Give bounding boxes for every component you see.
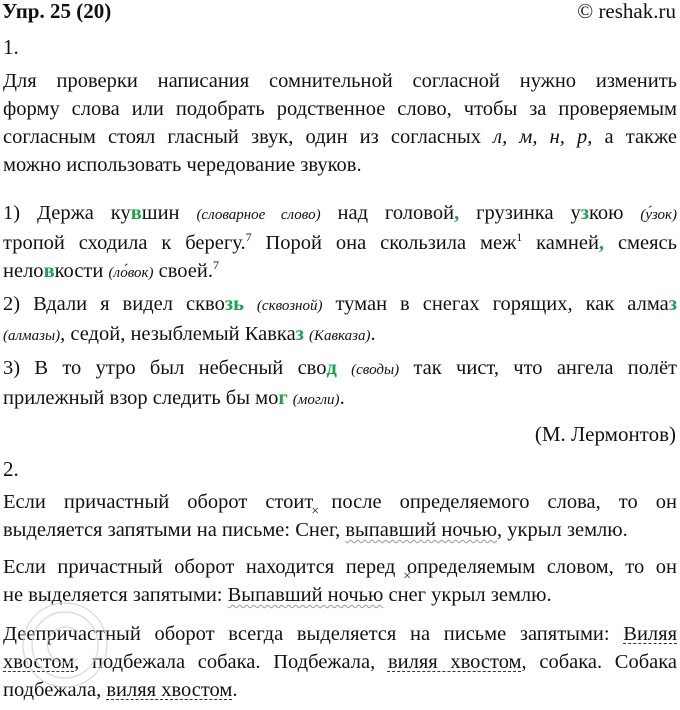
adverbial-phrase: виляя хвостом	[387, 651, 522, 673]
note: (словарное слово)	[196, 207, 321, 223]
intro-line-1: Для проверки написания сомнительной согласной нужно изменить	[3, 70, 677, 92]
section-2-number: 2.	[3, 457, 19, 481]
defined-word: × снег	[388, 584, 426, 606]
defined-word: × Снег	[295, 519, 335, 541]
item-2-line-2: (алмазы), седой, незыблемый Кавказ (Кавказа).	[3, 323, 376, 345]
quote-author: (М. Лермонтов)	[534, 422, 676, 446]
rule-paragraph-2	[3, 553, 677, 609]
rule-1-line-2: выделяется запятыми на письме: × Снег, выпавший ночью, укрыл землю.	[3, 516, 677, 544]
highlight-letter: в	[130, 202, 142, 224]
item-1-line-1: 1) Держа кувшин (словарное слово) над головой, грузинка узкою (у́зок)	[3, 202, 678, 224]
section-1-intro	[3, 67, 677, 179]
copyright-label: © reshak.ru	[577, 0, 676, 23]
rule-3-line-2: хвостом, подбежала собака. Подбежала, виляя хвостом, собака. Собака	[3, 651, 677, 673]
exercise-title: Упр. 25 (20)	[2, 0, 112, 23]
highlight-comma: ,	[454, 202, 460, 224]
rule-paragraph-1	[3, 488, 677, 544]
item-1-line-2: тропой сходила к берегу.$^7$ Порой она скользила меж$^1$ камней, смеясь	[3, 230, 677, 254]
item-2-line-1: 2) Вдали я видел сквозь (сквозной) туман в снегах горящих, как алмаз	[3, 293, 677, 315]
footnote-ref: 7	[213, 258, 219, 273]
highlight-letter: з	[580, 202, 589, 224]
intro-line-3: согласным стоял гласный звук, один из согласных л, м, н, р, а также	[3, 126, 677, 148]
rule-2-line-2: не выделяется запятыми: Выпавший ночью × снег укрыл землю.	[3, 581, 677, 609]
note: (Кавказа)	[309, 328, 371, 344]
intro-line-4: можно использовать чередование звуков.	[3, 154, 362, 176]
rule-paragraph-3	[3, 620, 677, 704]
rule-3-line-1: Деепричастный оборот всегда выделяется на письме запятыми: Виляя	[3, 623, 677, 645]
note: (алмазы)	[3, 328, 61, 344]
item-3-line-2: прилежный взор следить бы мог (могли).	[3, 387, 345, 409]
rule-3-line-3: подбежала, виляя хвостом.	[3, 679, 238, 701]
note: (у́зок)	[640, 207, 678, 223]
footnote-ref: 1	[516, 230, 523, 245]
item-3	[3, 354, 677, 414]
note: (могли)	[292, 392, 340, 408]
rule-1-line-1: Если причастный оборот стоит после определяемого слова, то он	[3, 491, 677, 513]
item-1-line-3: неловкости (ло́вок) своей.$^7$	[3, 258, 219, 282]
item-2	[3, 290, 677, 350]
footnote-ref: 7	[245, 230, 252, 245]
italic-letters: л, м, н, р	[493, 126, 588, 148]
rule-2-line-1: Если причастный оборот находится перед определяемым словом, то он	[3, 556, 677, 578]
adverbial-phrase: Виляя	[623, 623, 677, 645]
item-3-line-1: 3) В то утро был небесный свод (своды) так чист, что ангела полёт	[3, 357, 678, 379]
highlight-letter: в	[43, 260, 55, 282]
note: (своды)	[351, 362, 400, 378]
highlight-letter: з	[668, 293, 677, 315]
section-1-number: 1.	[3, 35, 19, 59]
participle-phrase: выпавший ночью	[345, 519, 498, 541]
adverbial-phrase: хвостом	[3, 651, 75, 673]
item-1	[3, 199, 677, 287]
participle-phrase: Выпавший ночью	[227, 584, 384, 606]
intro-line-2: форму слова или подобрать родственное слово, чтобы за проверяемым	[3, 98, 677, 120]
highlight-letter: з	[295, 323, 304, 345]
highlight-letter: г	[278, 387, 288, 409]
note: (сквозной)	[256, 298, 323, 314]
note: (ло́вок)	[108, 265, 154, 281]
highlight-comma: ,	[598, 232, 605, 254]
highlight-letter: зь	[224, 293, 244, 315]
adverbial-phrase: виляя хвостом	[106, 679, 233, 701]
highlight-letter: д	[326, 357, 337, 379]
